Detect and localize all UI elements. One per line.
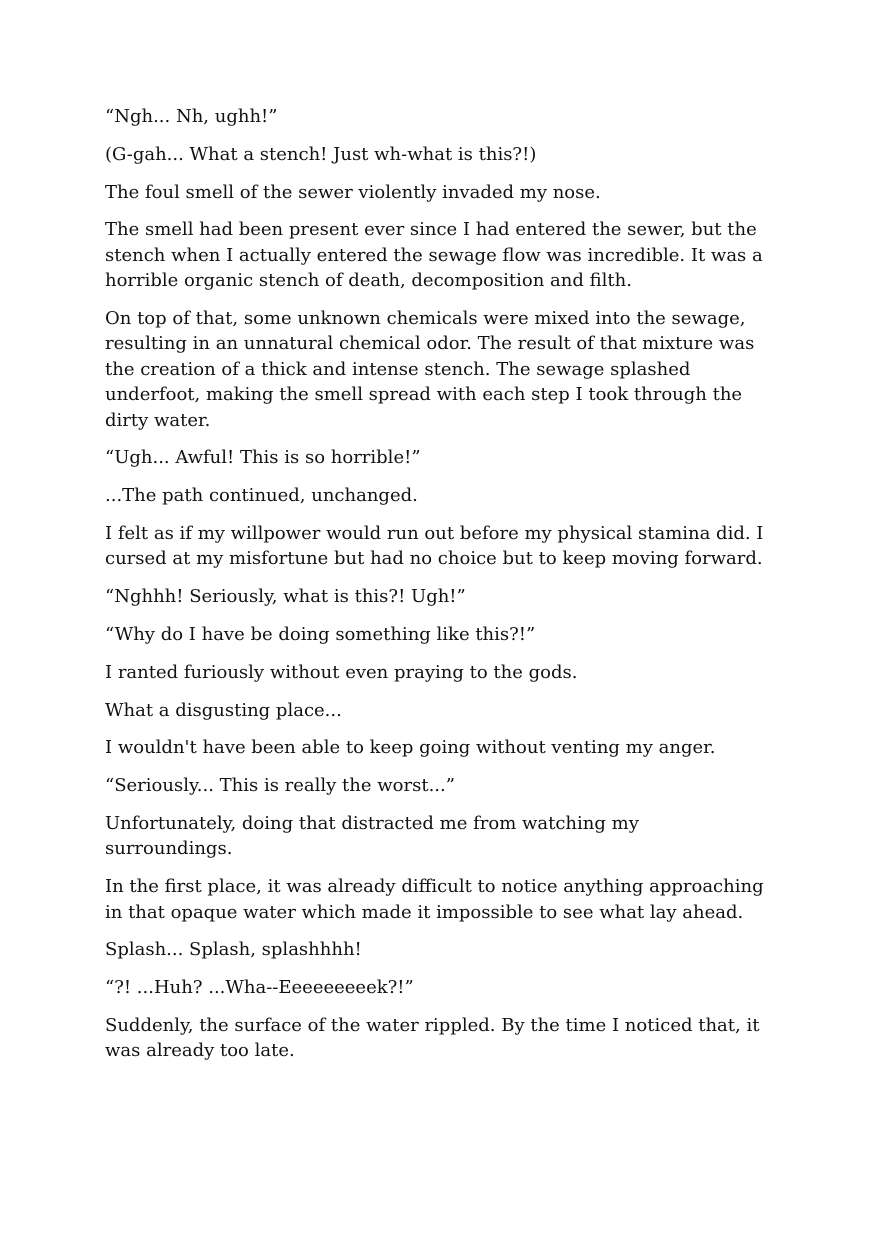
paragraph: In the first place, it was already difficult to notice anything approaching in that opaque water which made it impossible to see what lay ahead.: [105, 876, 764, 923]
paragraph: I felt as if my willpower would run out before my physical stamina did. I cursed at my misfortune but had no choice but to keep moving forward.: [105, 523, 764, 570]
paragraph: Unfortunately, doing that distracted me from watching my surroundings.: [105, 813, 639, 860]
paragraph: On top of that, some unknown chemicals were mixed into the sewage, resulting in an unnatural chemical odor. The result of that mixture was the creation of a thick and intense stench. The sewage splashed underfoot, making the smell spread with each step I took through the dirty water.: [105, 308, 755, 431]
paragraph: The smell had been present ever since I had entered the sewer, but the stench when I actually entered the sewage flow was incredible. It was a horrible organic stench of death, decomposition and filth.: [105, 219, 763, 292]
paragraph: “?! ...Huh? ...Wha--Eeeeeeeeek?!”: [105, 977, 414, 999]
paragraph: “Seriously... This is really the worst...”: [105, 775, 455, 797]
paragraph: “Nghhh! Seriously, what is this?! Ugh!”: [105, 586, 466, 608]
paragraph: Splash... Splash, splashhhh!: [105, 939, 362, 961]
paragraph: Suddenly, the surface of the water rippled. By the time I noticed that, it was already too late.: [105, 1015, 760, 1062]
paragraph: (G-gah... What a stench! Just wh-what is this?!): [105, 143, 537, 165]
paragraph: ...The path continued, unchanged.: [105, 485, 418, 507]
paragraph: What a disgusting place...: [105, 699, 342, 721]
paragraph: “Why do I have be doing something like this?!”: [105, 624, 536, 646]
paragraph: I ranted furiously without even praying to the gods.: [105, 661, 578, 683]
paragraph: “Ugh... Awful! This is so horrible!”: [105, 447, 421, 469]
paragraph: I wouldn't have been able to keep going without venting my anger.: [105, 737, 716, 759]
text-body: [105, 104, 770, 1076]
paragraph: The foul smell of the sewer violently invaded my nose.: [105, 181, 601, 203]
paragraph: “Ngh... Nh, ughh!”: [105, 106, 278, 127]
